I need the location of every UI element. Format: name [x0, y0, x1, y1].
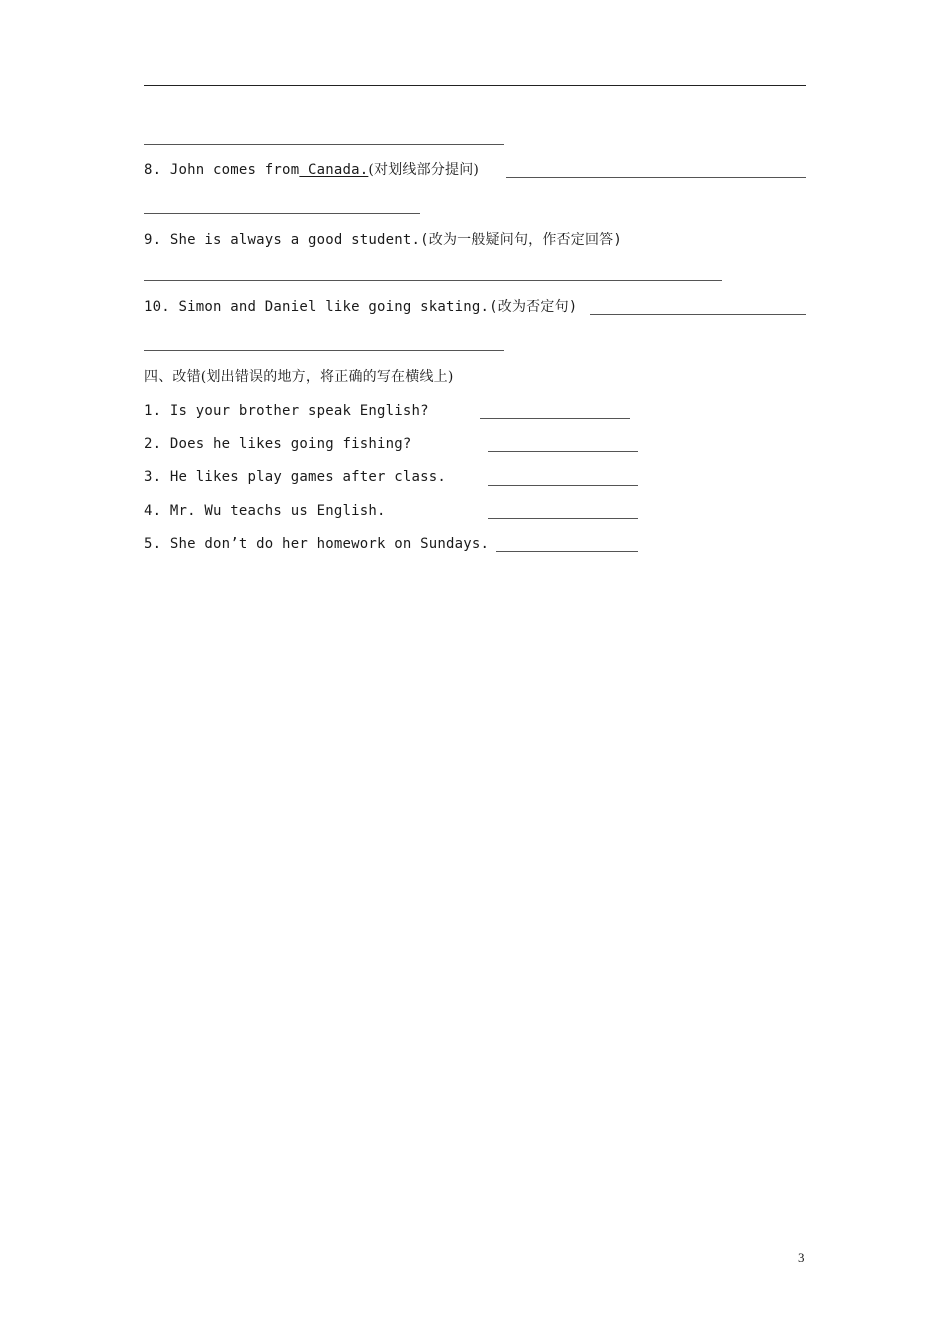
question-8	[144, 161, 479, 179]
answer-line[interactable]	[590, 314, 806, 315]
answer-line[interactable]	[144, 213, 420, 214]
answer-line[interactable]	[144, 280, 722, 281]
header-rule	[144, 85, 806, 86]
question-10: 10. Simon and Daniel like going skating.(改为否定句)	[144, 299, 578, 315]
question-8-underlined: Canada.	[299, 162, 369, 178]
question-9: 9. She is always a good student.(改为一般疑问句，作否定回答)	[144, 232, 622, 248]
question-8-prefix: 8. John comes from	[144, 162, 300, 178]
answer-line[interactable]	[488, 451, 638, 452]
answer-line[interactable]	[488, 518, 638, 519]
error-item: 5. She don’t do her homework on Sundays.	[144, 536, 490, 552]
answer-line[interactable]	[488, 485, 638, 486]
answer-line[interactable]	[480, 418, 630, 419]
error-item: 2. Does he likes going fishing?	[144, 436, 412, 452]
error-item: 3. He likes play games after class.	[144, 469, 447, 485]
error-item: 4. Mr. Wu teachs us English.	[144, 503, 386, 519]
answer-line[interactable]	[144, 144, 504, 145]
answer-line[interactable]	[144, 350, 504, 351]
answer-line[interactable]	[496, 551, 638, 552]
error-item: 1. Is your brother speak English?	[144, 403, 429, 419]
answer-line[interactable]	[506, 177, 806, 178]
page-number: 3	[798, 1250, 805, 1265]
section-4-heading: 四、改错(划出错误的地方，将正确的写在横线上)	[144, 369, 454, 385]
question-8-instruction: (对划线部分提问)	[368, 162, 480, 178]
